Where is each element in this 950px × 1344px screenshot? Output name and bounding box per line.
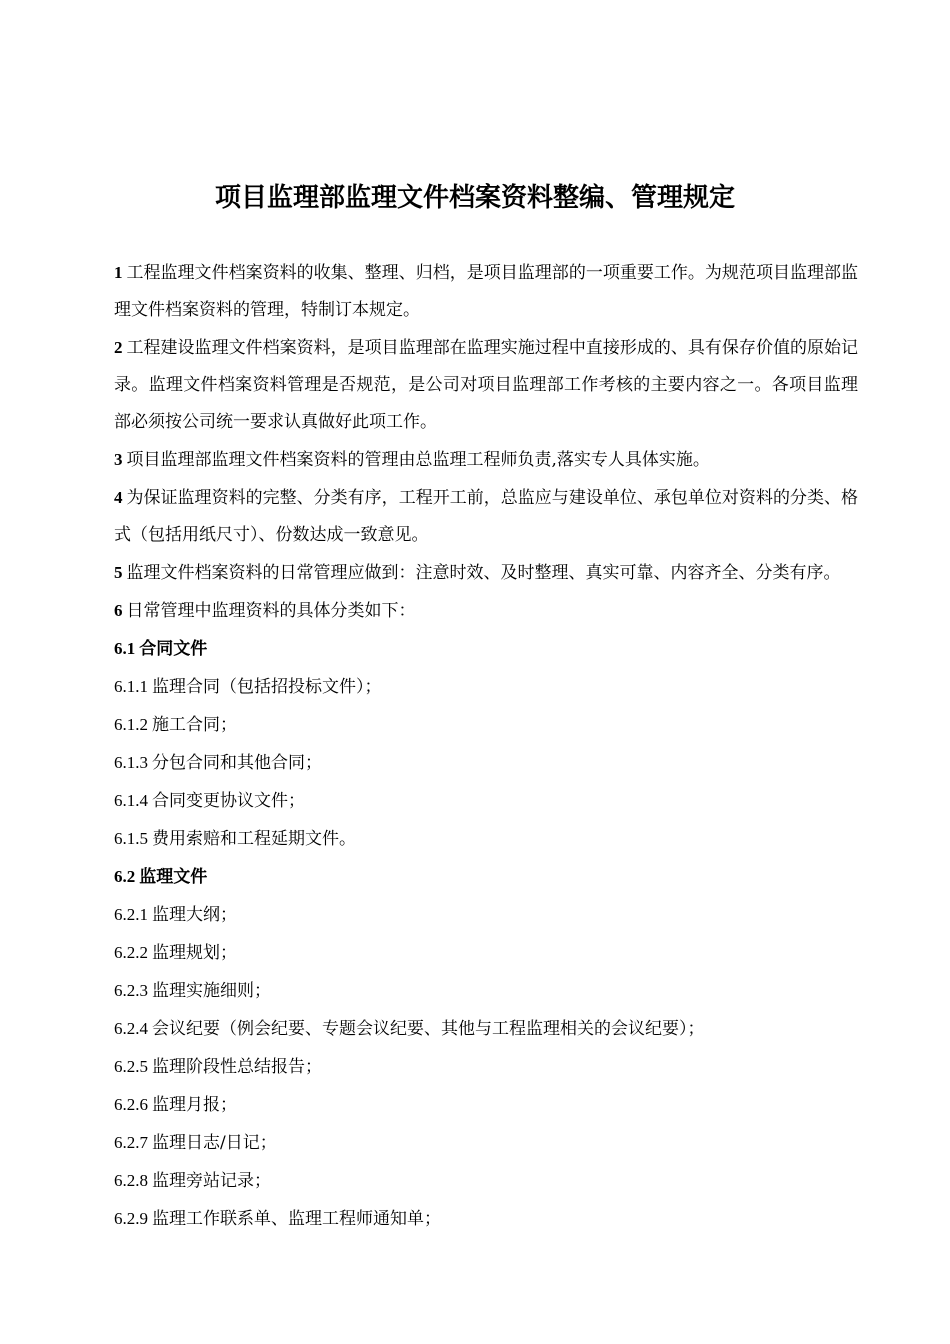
list-item <box>114 972 858 1010</box>
paragraph-text: 工程监理文件档案资料的收集、整理、归档，是项目监理部的一项重要工作。为规范项目监理部监理文件档案资料的管理，特制订本规定。 <box>114 263 858 320</box>
item-text: 监理规划； <box>152 943 237 963</box>
item-number: 6.1.1 <box>114 677 148 696</box>
item-text: 会议纪要（例会纪要、专题会议纪要、其他与工程监理相关的会议纪要）； <box>152 1019 705 1039</box>
list-item <box>114 1124 858 1162</box>
item-text: 监理实施细则； <box>152 981 271 1001</box>
list-item <box>114 896 858 934</box>
section-title: 监理文件 <box>139 867 208 887</box>
item-number: 6.1.2 <box>114 715 148 734</box>
paragraph-number: 3 <box>114 450 123 469</box>
item-number: 6.2.7 <box>114 1133 148 1152</box>
paragraph-3 <box>114 441 858 479</box>
list-item <box>114 1086 858 1124</box>
item-text: 监理阶段性总结报告； <box>152 1057 322 1077</box>
list-item <box>114 1048 858 1086</box>
document-body <box>114 254 858 1238</box>
item-number: 6.2.2 <box>114 943 148 962</box>
paragraph-text: 日常管理中监理资料的具体分类如下： <box>126 601 416 621</box>
item-number: 6.2.3 <box>114 981 148 1000</box>
item-text: 分包合同和其他合同； <box>152 753 322 773</box>
paragraph-6 <box>114 592 858 630</box>
item-number: 6.2.5 <box>114 1057 148 1076</box>
item-text: 监理合同（包括招投标文件）； <box>152 677 382 697</box>
list-item <box>114 782 858 820</box>
item-text: 监理工作联系单、监理工程师通知单； <box>152 1209 441 1229</box>
item-number: 6.2.8 <box>114 1171 148 1190</box>
document-title: 项目监理部监理文件档案资料整编、管理规定 <box>214 183 735 213</box>
item-number: 6.2.9 <box>114 1209 148 1228</box>
item-number: 6.2.6 <box>114 1095 148 1114</box>
item-number: 6.2.4 <box>114 1019 148 1038</box>
paragraph-text: 为保证监理资料的完整、分类有序，工程开工前，总监应与建设单位、承包单位对资料的分类、格式（包括用纸尺寸）、份数达成一致意见。 <box>114 488 858 545</box>
section-number: 6.2 <box>114 867 136 886</box>
item-text: 合同变更协议文件； <box>152 791 305 811</box>
paragraph-2 <box>114 329 858 441</box>
list-item <box>114 1200 858 1238</box>
paragraph-number: 1 <box>114 263 123 282</box>
paragraph-text: 工程建设监理文件档案资料，是项目监理部在监理实施过程中直接形成的、具有保存价值的原始记录。监理文件档案资料管理是否规范，是公司对项目监理部工作考核的主要内容之一。各项目监理部必须按公司统一要求认真做好此项工作。 <box>114 338 858 432</box>
item-number: 6.1.3 <box>114 753 148 772</box>
paragraph-5 <box>114 554 858 592</box>
item-text: 施工合同； <box>152 715 237 735</box>
list-item <box>114 706 858 744</box>
section-heading-6-2 <box>114 858 858 896</box>
paragraph-number: 5 <box>114 563 123 582</box>
list-item <box>114 934 858 972</box>
paragraph-text: 项目监理部监理文件档案资料的管理由总监理工程师负责,落实专人具体实施。 <box>126 450 710 470</box>
section-number: 6.1 <box>114 639 136 658</box>
item-number: 6.2.1 <box>114 905 148 924</box>
paragraph-1 <box>114 254 858 329</box>
list-item <box>114 668 858 706</box>
item-text: 监理大纲； <box>152 905 237 925</box>
item-text: 监理旁站记录； <box>152 1171 271 1191</box>
item-text: 监理日志/日记； <box>152 1133 277 1153</box>
paragraph-number: 6 <box>114 601 123 620</box>
item-text: 费用索赔和工程延期文件。 <box>152 829 356 849</box>
paragraph-4 <box>114 479 858 554</box>
item-number: 6.1.5 <box>114 829 148 848</box>
paragraph-number: 2 <box>114 338 123 357</box>
list-item <box>114 1010 858 1048</box>
paragraph-text: 监理文件档案资料的日常管理应做到：注意时效、及时整理、真实可靠、内容齐全、分类有序。 <box>126 563 841 583</box>
item-text: 监理月报； <box>152 1095 237 1115</box>
section-title: 合同文件 <box>139 639 208 659</box>
paragraph-number: 4 <box>114 488 123 507</box>
list-item <box>114 744 858 782</box>
item-number: 6.1.4 <box>114 791 148 810</box>
list-item <box>114 1162 858 1200</box>
section-heading-6-1 <box>114 630 858 668</box>
list-item <box>114 820 858 858</box>
